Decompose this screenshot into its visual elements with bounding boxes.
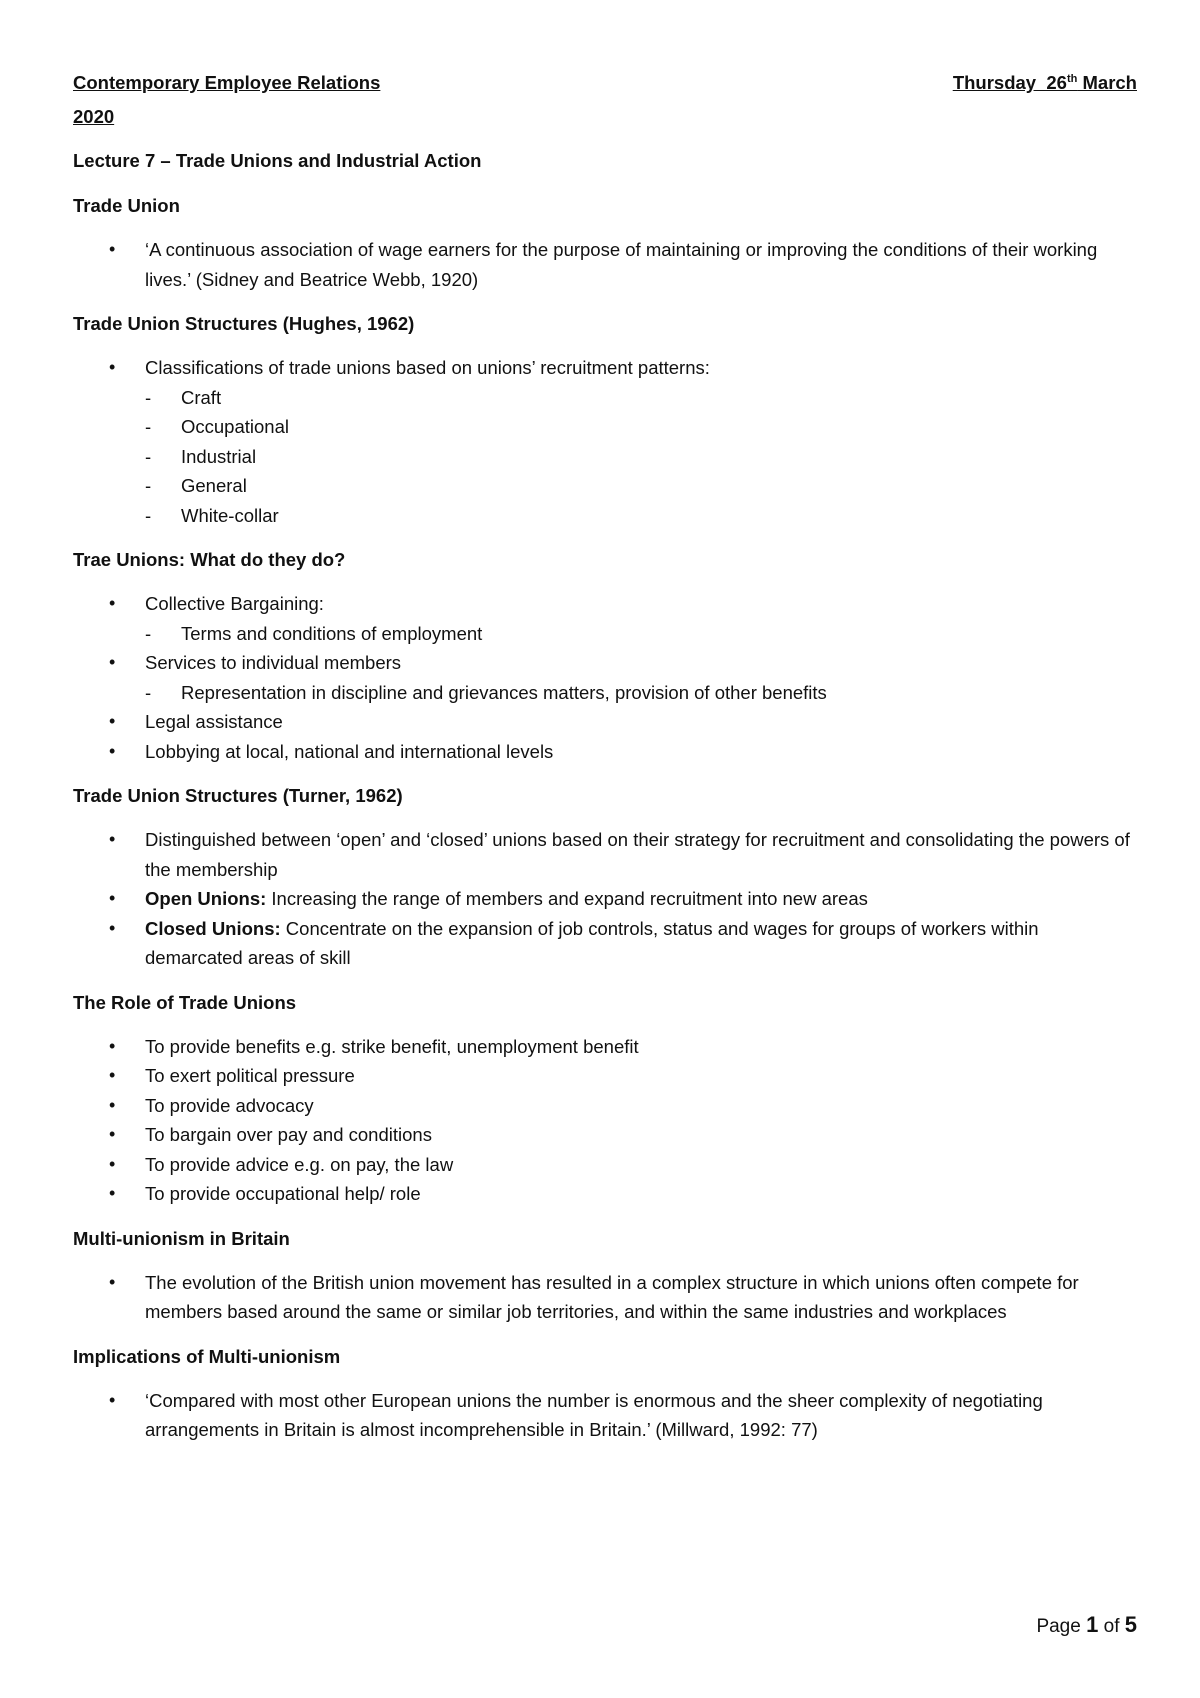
document-body	[73, 72, 1137, 1445]
list-item	[73, 353, 1137, 530]
list-item: • ‘Compared with most other European unions the number is enormous and the sheer complexity of negotiating arrangements in Britain is almost incomprehensible in Britain.’ (Millward, 1992: 77)	[73, 1386, 1137, 1445]
total-pages: 5	[1124, 1612, 1137, 1637]
list-item	[73, 589, 1137, 648]
sub-item: - Terms and conditions of employment	[145, 619, 1137, 649]
list-item-text: Services to individual members	[145, 652, 402, 673]
section-heading-what-do: Trae Unions: What do they do?	[73, 549, 346, 570]
current-page: 1	[1086, 1612, 1099, 1637]
lecture-date	[953, 72, 1137, 94]
structures-turner-list	[73, 825, 1137, 973]
sub-item-industrial: - Industrial	[145, 442, 1137, 472]
section-heading-role: The Role of Trade Unions	[73, 991, 297, 1013]
list-item-text: Classifications of trade unions based on unions’ recruitment patterns:	[145, 357, 710, 378]
list-item: • Lobbying at local, national and international levels	[73, 737, 1137, 767]
list-item	[73, 648, 1137, 707]
section-heading-structures-turner: Trade Union Structures (Turner, 1962)	[73, 785, 403, 806]
date-month: March	[1077, 72, 1137, 93]
sub-item-occupational: - Occupational	[145, 412, 1137, 442]
section-heading-structures-hughes: Trade Union Structures (Hughes, 1962)	[73, 313, 415, 334]
section-heading-trade-union: Trade Union	[73, 195, 180, 216]
page-number	[1036, 1612, 1137, 1638]
list-item: • To exert political pressure	[73, 1061, 1137, 1091]
list-item-text: Collective Bargaining:	[145, 593, 324, 614]
list-item: • ‘A continuous association of wage earners for the purpose of maintaining or improving the conditions of their working lives.’ (Sidney and Beatrice Webb, 1920)	[73, 235, 1137, 294]
list-item: • To provide benefits e.g. strike benefit, unemployment benefit	[73, 1032, 1137, 1062]
closed-unions-text: Concentrate on the expansion of job controls, status and wages for groups of workers within demarcated areas of skill	[145, 917, 1044, 968]
list-item: • To provide advice e.g. on pay, the law	[73, 1150, 1137, 1180]
closed-unions-label: Closed Unions:	[145, 917, 281, 939]
sub-list	[145, 678, 1137, 708]
date-day: Thursday 26	[952, 72, 1067, 93]
open-unions-label: Open Unions:	[145, 888, 267, 909]
list-item: • To provide advocacy	[73, 1091, 1137, 1121]
section-heading-implications: Implications of Multi-unionism	[73, 1345, 341, 1367]
date-ordinal: th	[1066, 72, 1078, 85]
lecture-year: 2020	[73, 106, 115, 127]
role-list	[73, 1032, 1137, 1209]
sub-item: - Representation in discipline and grievances matters, provision of other benefits	[145, 678, 1137, 708]
open-unions-text: Increasing the range of members and expand recruitment into new areas	[266, 888, 868, 909]
list-item: • Distinguished between ‘open’ and ‘closed’ unions based on their strategy for recruitment and consolidating the powers of the membership	[73, 825, 1137, 884]
course-title: Contemporary Employee Relations	[73, 72, 381, 93]
implications-list	[73, 1386, 1137, 1445]
classification-list	[145, 383, 1137, 531]
list-item	[73, 914, 1137, 973]
list-item: • To provide occupational help/ role	[73, 1179, 1137, 1209]
list-item: • Legal assistance	[73, 707, 1137, 737]
list-item: • To bargain over pay and conditions	[73, 1120, 1137, 1150]
trade-union-list	[73, 235, 1137, 294]
of-label: of	[1098, 1616, 1125, 1637]
multi-unionism-list	[73, 1268, 1137, 1327]
sub-list	[145, 619, 1137, 649]
sub-item-general: - General	[145, 471, 1137, 501]
document-header	[73, 72, 1137, 102]
structures-hughes-list	[73, 353, 1137, 530]
list-item: • The evolution of the British union movement has resulted in a complex structure in which unions often compete for members based around the same or similar job territories, and within the same industries and workplaces	[73, 1268, 1137, 1327]
list-item	[73, 884, 1137, 914]
sub-item-white-collar: - White-collar	[145, 501, 1137, 531]
what-do-list	[73, 589, 1137, 766]
page-label: Page	[1036, 1616, 1087, 1637]
sub-item-craft: - Craft	[145, 383, 1137, 413]
section-heading-multi-unionism: Multi-unionism in Britain	[73, 1227, 290, 1249]
lecture-title: Lecture 7 – Trade Unions and Industrial Action	[73, 150, 482, 171]
